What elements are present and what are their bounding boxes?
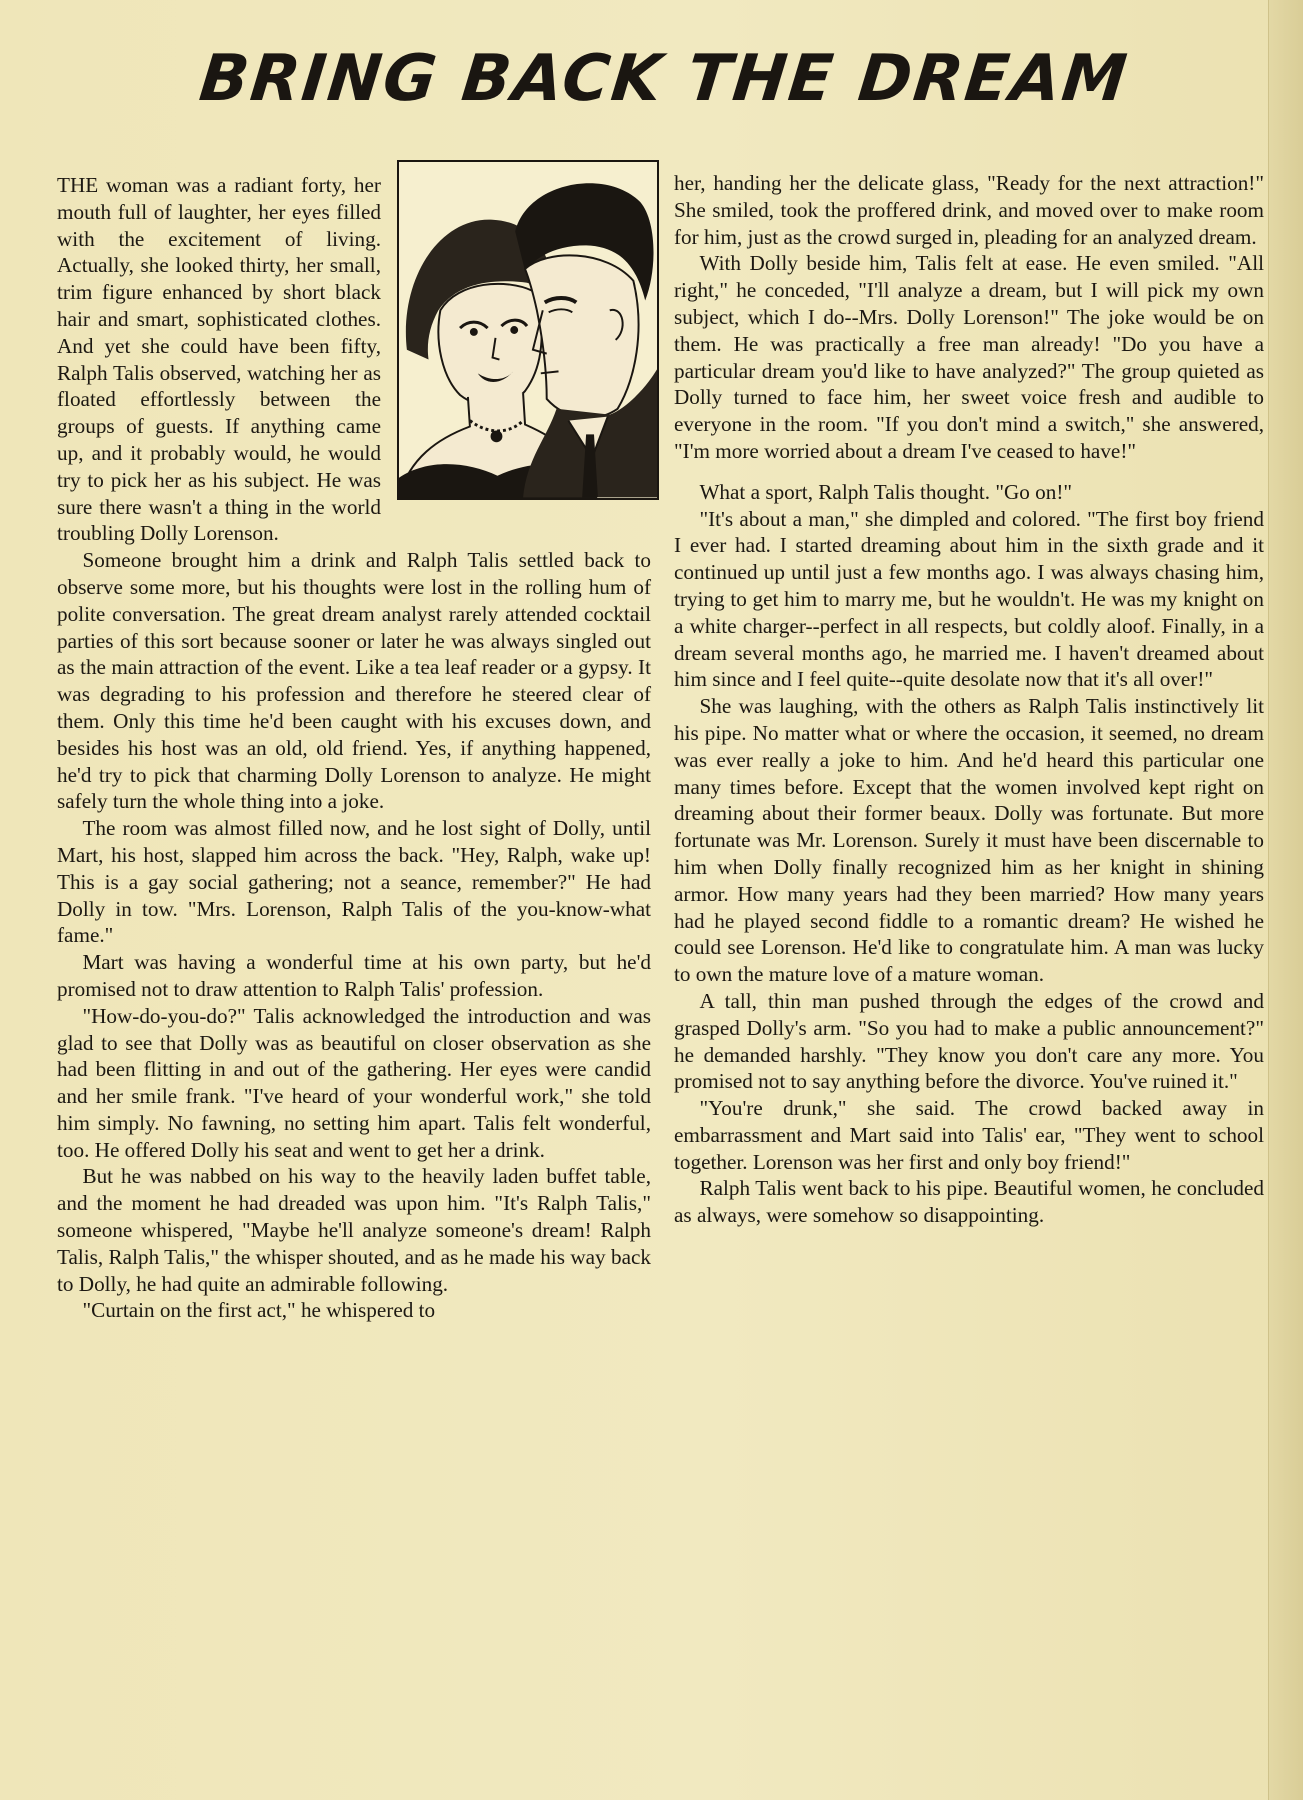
paragraph: "How-do-you-do?" Talis acknowledged the introduction and was glad to see that Dolly was as beautiful on closer observation as she had been flitting in and out of the gathering. Her eyes were candid and her smile frank. "I've heard of your wonderful work," she told him simply. No fawning, no setting him apart. Talis felt wonderful, too. He offered Dolly his seat and went to get her a drink. (57, 1003, 651, 1162)
paragraph: her, handing her the delicate glass, "Ready for the next attraction!" She smiled, took the proffered drink, and moved over to make room for him, just as the crowd surged in, pleading for an analyzed dream. (674, 171, 1264, 249)
paragraph: Ralph Talis went back to his pipe. Beautiful women, he concluded as always, were somehow so disappointing. (674, 1176, 1264, 1228)
paragraph: With Dolly beside him, Talis felt at ease. He even smiled. "All right," he conceded, "I'll analyze a dream, but I will pick my own subject, which I do--Mrs. Dolly Lorenson!" The joke would be on them. He was practically a free man already! "Do you have a particular dream you'd like to have analyzed?" The group quieted as Dolly turned to face him, her sweet voice fresh and audible to everyone in the room. "If you don't mind a switch," she answered, "I'm more worried about a dream I've ceased to have!" (674, 251, 1264, 463)
paragraph: A tall, thin man pushed through the edges of the crowd and grasped Dolly's arm. "So you had to make a public announcement?" he demanded harshly. "They know you don't care any more. You promised not to say anything before the divorce. You've ruined it." (674, 988, 1264, 1094)
paragraph: Someone brought him a drink and Ralph Talis settled back to observe some more, but his thoughts were lost in the rolling hum of polite conversation. The great dream analyst rarely attended cocktail parties of this sort because sooner or later he was always singled out as the main attraction of the event. Like a tea leaf reader or a gypsy. It was degrading to his profession and therefore he steered clear of them. Only this time he'd been caught with his excuses down, and besides his host was an old, old friend. Yes, if anything happened, he'd try to pick that charming Dolly Lorenson to analyze. He might safely turn the whole thing into a joke. (57, 548, 651, 814)
paragraph: Mart was having a wonderful time at his own party, but he'd promised not to draw attention to Ralph Talis' profession. (57, 950, 651, 1001)
story-illustration (397, 160, 659, 500)
paragraph: THE woman was a radiant forty, her mouth full of laughter, her eyes filled with the excitement of living. Actually, she looked thirty, her small, trim figure enhanced by short black hair and smart, sophisticated clothes. And yet she could have been fifty, Ralph Talis observed, watching her as floated effortlessly between the groups of guests. If anything came up, and it probably would, he would try to pick her as his subject. He was sure there wasn't a thing in the world troubling Dolly Lorenson. (57, 173, 381, 546)
left-column (57, 172, 651, 1324)
paragraph: "Curtain on the first act," he whispered to (82, 1298, 436, 1323)
paragraph: "You're drunk," she said. The crowd backed away in embarrassment and Mart said into Talis' ear, "They went to school together. Lorenson was her first and only boy friend!" (674, 1096, 1264, 1174)
paragraph: "It's about a man," she dimpled and colored. "The first boy friend I ever had. I started dreaming about him in the sixth grade and it continued up until just a few months ago. I was always chasing him, trying to get him to marry me, but he wouldn't. He was my knight on a white charger--perfect in all respects, but coldly aloof. Finally, in a dream several months ago, he married me. I haven't dreamed about him since and I feel quite--quite desolate now that it's all over!" (674, 506, 1264, 692)
right-column (674, 170, 1264, 1229)
paragraph: But he was nabbed on his way to the heavily laden buffet table, and the moment he had dreaded was upon him. "It's Ralph Talis," someone whispered, "Maybe he'll analyze someone's dream! Ralph Talis, Ralph Talis," the whisper shouted, and as he made his way back to Dolly, he had quite an admirable following. (57, 1164, 651, 1296)
paragraph: The room was almost filled now, and he lost sight of Dolly, until Mart, his host, slapped him across the back. "Hey, Ralph, wake up! This is a gay social gathering; not a seance, remember?" He had Dolly in tow. "Mrs. Lorenson, Ralph Talis of the you-know-what fame." (57, 816, 651, 948)
paragraph: What a sport, Ralph Talis thought. "Go on!" (699, 479, 1073, 504)
story-title: BRING BACK THE DREAM (196, 42, 1132, 116)
paragraph: She was laughing, with the others as Ralph Talis instinctively lit his pipe. No matter what or where the occasion, it seemed, no dream was ever really a joke to him. And he'd heard this particular one many times before. Except that the women involved kept right on dreaming about their former beaux. Dolly was fortunate. But more fortunate was Mr. Lorenson. Surely it must have been discernable to him when Dolly finally recognized him as her knight in shining armor. How many years had they been married? How many years had he played second fiddle to a romantic dream? He wished he could see Lorenson. He'd like to congratulate him. A man was lucky to own the mature love of a mature woman. (674, 694, 1264, 987)
page-edge (1268, 0, 1303, 1800)
